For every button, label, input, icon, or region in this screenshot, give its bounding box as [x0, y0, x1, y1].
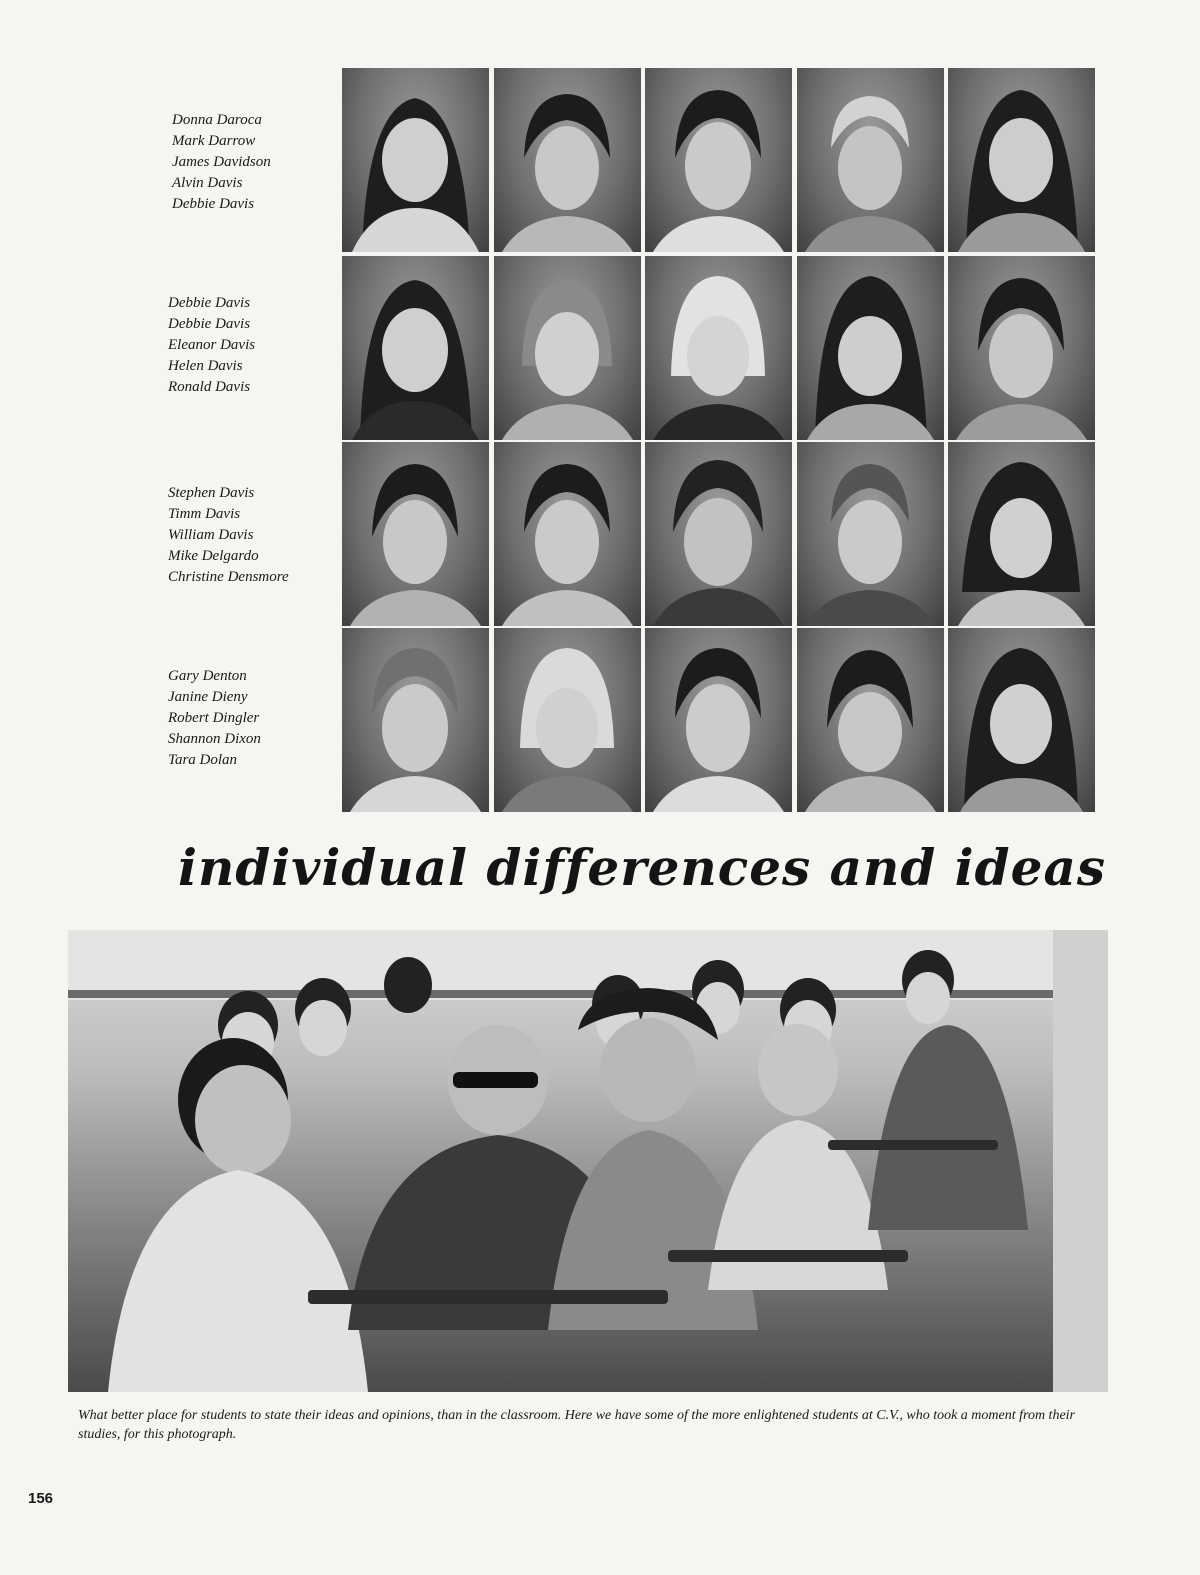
portrait-row-3 [342, 442, 1098, 628]
student-name: Debbie Davis [168, 316, 251, 332]
classroom-photo [68, 930, 1108, 1392]
portrait-photo [948, 68, 1095, 252]
student-name: Tara Dolan [168, 752, 238, 768]
portrait-photo [645, 628, 792, 812]
portrait-row-4 [342, 628, 1098, 814]
student-name: William Davis [168, 527, 254, 543]
student-name: Christine Densmore [168, 569, 289, 585]
portrait-photo [948, 628, 1095, 812]
student-name: Ronald Davis [168, 379, 251, 395]
portrait-photo [342, 256, 489, 440]
portrait-photo [797, 68, 944, 252]
portrait-photo [342, 628, 489, 812]
photo-caption: What better place for students to state their ideas and opinions, than in the classroom. Here we have some of the more enlightened students at C.V., who took a moment from their studies, for this photograph. [78, 1408, 1076, 1442]
student-name: Stephen Davis [168, 485, 255, 501]
portrait-row-1 [342, 68, 1098, 254]
portrait-photo [797, 256, 944, 440]
portrait-photo [494, 256, 641, 440]
portrait-photo [948, 256, 1095, 440]
name-list-row-2 [168, 293, 255, 398]
portrait-photo [494, 68, 641, 252]
student-name: Mike Delgardo [168, 548, 259, 564]
headline: individual differences and ideas [178, 838, 1106, 897]
student-name: Mark Darrow [172, 133, 256, 149]
student-name: Eleanor Davis [168, 337, 256, 353]
student-name: Gary Denton [168, 668, 247, 684]
name-list-row-3 [168, 483, 289, 588]
student-name: Helen Davis [168, 358, 243, 374]
portrait-photo [645, 68, 792, 252]
portrait-photo [342, 442, 489, 626]
portrait-photo [797, 442, 944, 626]
page-number: 156 [28, 1490, 54, 1507]
student-name: Debbie Davis [168, 295, 251, 311]
student-name: Robert Dingler [168, 710, 260, 726]
student-name: Debbie Davis [172, 196, 255, 212]
portrait-photo [494, 628, 641, 812]
student-name: Timm Davis [168, 506, 241, 522]
name-list-row-4 [168, 666, 261, 771]
portrait-photo [494, 442, 641, 626]
portrait-photo [645, 442, 792, 626]
student-name: Janine Dieny [168, 689, 248, 705]
portrait-photo [797, 628, 944, 812]
portrait-photo [948, 442, 1095, 626]
student-name: Shannon Dixon [168, 731, 261, 747]
name-list-row-1 [172, 110, 271, 215]
student-name: James Davidson [172, 154, 271, 170]
student-name: Alvin Davis [172, 175, 243, 191]
portrait-photo [342, 68, 489, 252]
portrait-photo [645, 256, 792, 440]
portrait-row-2 [342, 256, 1098, 442]
student-name: Donna Daroca [172, 112, 262, 128]
